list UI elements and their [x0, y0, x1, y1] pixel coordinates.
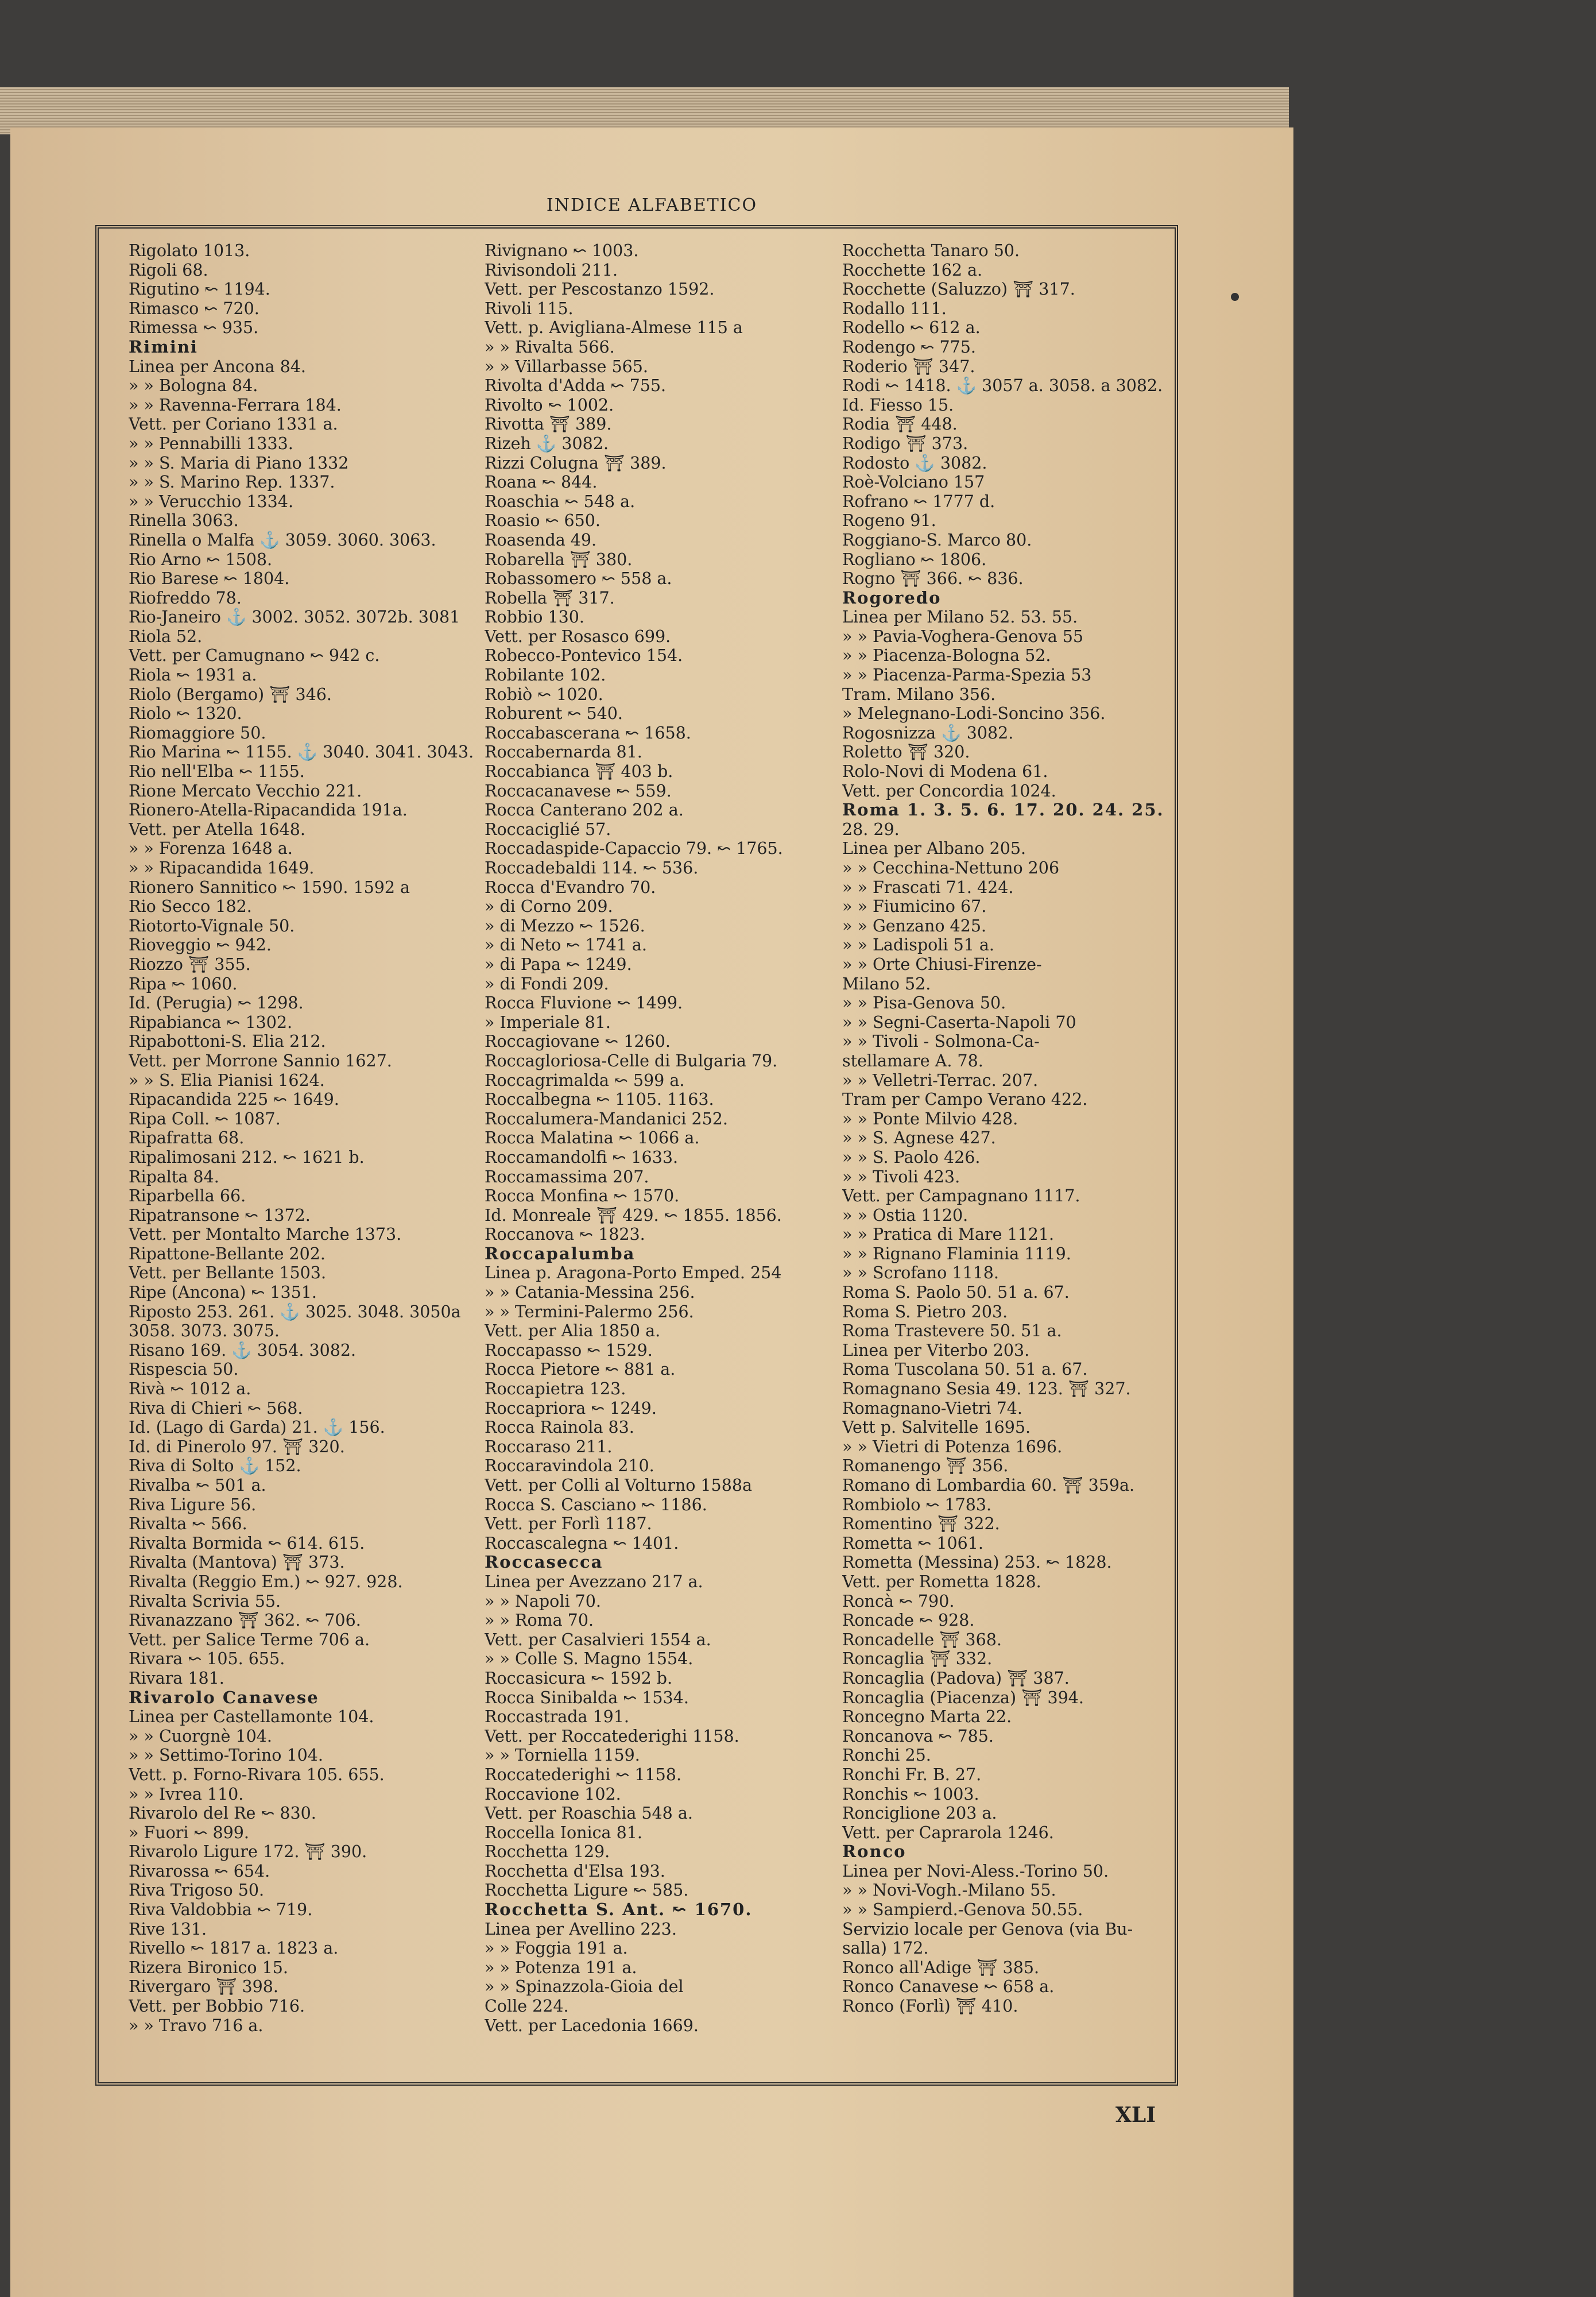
- index-entry: Rivisondoli 211.: [485, 260, 618, 280]
- index-entry: Vett. per Colli al Volturno 1588a: [485, 1476, 752, 1495]
- index-entry: » » Tivoli 423.: [842, 1167, 960, 1186]
- index-entry: Rocchetta Tanaro 50.: [842, 241, 1020, 260]
- index-entry: Rodosto ⚓ 3082.: [842, 453, 987, 473]
- index-entry: Rinella o Malfa ⚓ 3059. 3060. 3063.: [129, 530, 436, 550]
- index-entry: Romano di Lombardia 60. ⛩ 359a.: [842, 1476, 1135, 1495]
- index-entry: Rio Marina ↜ 1155. ⚓ 3040. 3041. 3043.: [129, 743, 474, 762]
- index-entry: Roccella Ionica 81.: [485, 1823, 642, 1842]
- index-entry: » » Ivrea 110.: [129, 1784, 244, 1804]
- index-entry: Rio Secco 182.: [129, 897, 252, 917]
- index-entry: Riposto 253. 261. ⚓ 3025. 3048. 3050a: [129, 1302, 461, 1321]
- index-entry: Vett. per Atella 1648.: [129, 819, 305, 839]
- index-entry: Rivalta ↜ 566.: [129, 1514, 247, 1534]
- index-entry: Rivalba ↜ 501 a.: [129, 1476, 266, 1495]
- index-column-2: [485, 241, 835, 2035]
- index-entry: Rive 131.: [129, 1919, 207, 1939]
- index-entry: Roccabianca ⛩ 403 b.: [485, 762, 673, 782]
- index-entry: Robarella ⛩ 380.: [485, 550, 633, 569]
- index-entry: Vett. per Rometta 1828.: [842, 1572, 1041, 1591]
- index-entry: Roccapasso ↜ 1529.: [485, 1340, 653, 1360]
- index-entry: Vett. per Coriano 1331 a.: [129, 415, 338, 434]
- index-entry: Rogno ⛩ 366. ↜ 836.: [842, 569, 1024, 589]
- index-entry: Roggiano-S. Marco 80.: [842, 530, 1032, 550]
- index-entry: Roccagrimalda ↜ 599 a.: [485, 1070, 685, 1090]
- index-entry: Roncegno Marta 22.: [842, 1707, 1012, 1727]
- index-entry: Rionero-Atella-Ripacandida 191a.: [129, 801, 408, 820]
- index-entry: » » Segni-Caserta-Napoli 70: [842, 1012, 1076, 1032]
- index-entry: » » Rignano Flaminia 1119.: [842, 1244, 1071, 1263]
- index-entry: » » Pennabilli 1333.: [129, 434, 293, 453]
- index-entry: Vett. per Roaschia 548 a.: [485, 1804, 693, 1823]
- index-entry: » » Orte Chiusi-Firenze-: [842, 954, 1042, 974]
- index-entry: Vett. per Forlì 1187.: [485, 1514, 652, 1534]
- index-entry: Riozzo ⛩ 355.: [129, 954, 251, 974]
- index-entry: Rocchette 162 a.: [842, 260, 983, 280]
- index-entry: Rodello ↜ 612 a.: [842, 318, 981, 338]
- index-entry: Roma S. Paolo 50. 51 a. 67.: [842, 1283, 1070, 1302]
- index-entry: Linea per Viterbo 203.: [842, 1340, 1030, 1360]
- index-entry: Vett. per Casalvieri 1554 a.: [485, 1630, 711, 1649]
- index-entry: » di Neto ↜ 1741 a.: [485, 935, 647, 955]
- index-entry: Roccanova ↜ 1823.: [485, 1225, 645, 1244]
- index-entry: » » Foggia 191 a.: [485, 1939, 628, 1958]
- index-entry: Roaschia ↜ 548 a.: [485, 492, 636, 511]
- index-entry: stellamare A. 78.: [842, 1051, 983, 1070]
- index-entry: Rocca Monfina ↜ 1570.: [485, 1186, 680, 1206]
- index-entry: Rivara ↜ 105. 655.: [129, 1649, 285, 1669]
- index-entry: Ronchi Fr. B. 27.: [842, 1765, 982, 1784]
- index-entry: Tram. Milano 356.: [842, 685, 996, 704]
- index-entry: Ronco all'Adige ⛩ 385.: [842, 1958, 1040, 1977]
- index-entry: Vett. per Morrone Sannio 1627.: [129, 1051, 392, 1070]
- index-entry: Rocca Canterano 202 a.: [485, 801, 684, 820]
- index-entry: Riolo ↜ 1320.: [129, 704, 242, 724]
- index-entry: » » Spinazzola-Gioia del: [485, 1977, 684, 1997]
- index-entry: Rogosnizza ⚓ 3082.: [842, 723, 1014, 743]
- index-entry: Ripatransone ↜ 1372.: [129, 1205, 311, 1225]
- index-entry: salla) 172.: [842, 1939, 929, 1958]
- index-entry: Ripafratta 68.: [129, 1128, 245, 1148]
- index-entry: Roccatederighi ↜ 1158.: [485, 1765, 682, 1784]
- index-entry: » » Villarbasse 565.: [485, 357, 648, 376]
- index-entry: Ripalta 84.: [129, 1167, 219, 1186]
- index-entry: Linea per Ancona 84.: [129, 357, 306, 376]
- index-entry: Roncade ↜ 928.: [842, 1611, 975, 1630]
- index-entry: » » Tivoli - Solmona-Ca-: [842, 1032, 1040, 1051]
- index-entry: Roccasicura ↜ 1592 b.: [485, 1668, 673, 1688]
- index-entry: Roncaglia (Padova) ⛩ 387.: [842, 1668, 1070, 1688]
- index-entry: Rizzi Colugna ⛩ 389.: [485, 453, 667, 473]
- index-entry: Roncadelle ⛩ 368.: [842, 1630, 1002, 1649]
- index-entry: Robecco-Pontevico 154.: [485, 646, 683, 666]
- index-entry: Rodallo 111.: [842, 299, 947, 318]
- index-entry: Rivalta Scrivia 55.: [129, 1591, 281, 1611]
- index-entry: » » S. Elia Pianisi 1624.: [129, 1070, 325, 1090]
- index-entry: Colle 224.: [485, 1997, 569, 2016]
- index-entry: » » Torniella 1159.: [485, 1746, 640, 1765]
- index-entry: Rigutino ↜ 1194.: [129, 280, 270, 299]
- index-entry: » » Verucchio 1334.: [129, 492, 294, 511]
- index-entry: Roccagloriosa-Celle di Bulgaria 79.: [485, 1051, 778, 1070]
- index-entry: Rivara 181.: [129, 1668, 224, 1688]
- index-entry: Rogliano ↜ 1806.: [842, 550, 987, 569]
- running-header: INDICE ALFABETICO: [546, 195, 758, 215]
- index-entry: 3058. 3073. 3075.: [129, 1321, 280, 1341]
- index-entry: Rocchetta Ligure ↜ 585.: [485, 1881, 689, 1900]
- index-entry: Rivà ↜ 1012 a.: [129, 1379, 251, 1399]
- page-number: XLI: [1115, 2103, 1156, 2127]
- index-entry: Rolo-Novi di Modena 61.: [842, 762, 1048, 782]
- index-entry: » » Pavia-Voghera-Genova 55: [842, 627, 1084, 646]
- index-entry: Robella ⛩ 317.: [485, 588, 615, 608]
- index-entry: Rombiolo ↜ 1783.: [842, 1495, 992, 1514]
- index-entry: Ronco Canavese ↜ 658 a.: [842, 1977, 1055, 1997]
- index-entry: Vett. per Caprarola 1246.: [842, 1823, 1054, 1842]
- index-entry: Rinella 3063.: [129, 511, 239, 531]
- index-entry: » » Napoli 70.: [485, 1591, 601, 1611]
- index-entry: Risano 169. ⚓ 3054. 3082.: [129, 1340, 357, 1360]
- index-entry: Linea per Avellino 223.: [485, 1919, 677, 1939]
- index-entry: Roccastrada 191.: [485, 1707, 629, 1727]
- index-entry: Roccabascerana ↜ 1658.: [485, 723, 691, 743]
- index-entry: Romagnano-Vietri 74.: [842, 1398, 1022, 1418]
- index-entry: Rionero Sannitico ↜ 1590. 1592 a: [129, 877, 410, 897]
- index-entry: Riotorto-Vignale 50.: [129, 916, 295, 935]
- index-entry: Rocca Pietore ↜ 881 a.: [485, 1360, 676, 1379]
- index-entry: Roma Tuscolana 50. 51 a. 67.: [842, 1360, 1088, 1379]
- index-entry: Id. (Perugia) ↜ 1298.: [129, 993, 304, 1013]
- index-entry: Rivolta d'Adda ↜ 755.: [485, 376, 667, 396]
- index-entry: Rimasco ↜ 720.: [129, 299, 259, 318]
- index-entry: Rocca Malatina ↜ 1066 a.: [485, 1128, 700, 1148]
- index-entry: Rione Mercato Vecchio 221.: [129, 781, 362, 801]
- index-entry: Vett. per Salice Terme 706 a.: [129, 1630, 370, 1649]
- index-entry: Tram per Campo Verano 422.: [842, 1090, 1088, 1109]
- index-entry: Ronco (Forlì) ⛩ 410.: [842, 1997, 1018, 2016]
- ink-dot: [1231, 293, 1239, 301]
- index-heading: Ronco: [842, 1842, 907, 1862]
- index-entry: » » Cecchina-Nettuno 206: [842, 859, 1060, 877]
- index-entry: Rivotta ⛩ 389.: [485, 415, 612, 434]
- index-entry: Riofreddo 78.: [129, 588, 242, 608]
- index-entry: Rivalta Bormida ↜ 614. 615.: [129, 1533, 365, 1553]
- index-entry: Riva Ligure 56.: [129, 1495, 257, 1514]
- index-entry: Linea per Novi-Aless.-Torino 50.: [842, 1861, 1109, 1881]
- index-entry: » » Forenza 1648 a.: [129, 839, 293, 859]
- index-entry: » di Fondi 209.: [485, 974, 609, 993]
- index-entry: Rometta (Messina) 253. ↜ 1828.: [842, 1553, 1112, 1572]
- index-entry: Rispescia 50.: [129, 1360, 239, 1379]
- index-entry: Riparbella 66.: [129, 1186, 246, 1206]
- index-entry: » » Ravenna-Ferrara 184.: [129, 395, 342, 415]
- index-entry: Rizeh ⚓ 3082.: [485, 434, 609, 453]
- index-entry: » » Ripacandida 1649.: [129, 859, 315, 877]
- index-heading: Roccapalumba: [485, 1244, 636, 1263]
- index-entry: Linea per Albano 205.: [842, 839, 1026, 859]
- index-entry: Roccalumera-Mandanici 252.: [485, 1109, 728, 1128]
- index-entry: Ripa ↜ 1060.: [129, 974, 238, 993]
- index-entry: » di Mezzo ↜ 1526.: [485, 916, 645, 935]
- index-entry: Roccagiovane ↜ 1260.: [485, 1032, 671, 1051]
- index-entry: Rocca d'Evandro 70.: [485, 877, 656, 897]
- index-entry: » » Fiumicino 67.: [842, 897, 987, 917]
- index-entry: Ripalimosani 212. ↜ 1621 b.: [129, 1147, 365, 1167]
- index-entry: Rodia ⛩ 448.: [842, 415, 958, 434]
- index-entry: Riva Valdobbia ↜ 719.: [129, 1900, 313, 1920]
- index-entry: » » S. Paolo 426.: [842, 1147, 981, 1167]
- index-entry: Id. di Pinerolo 97. ⛩ 320.: [129, 1437, 345, 1456]
- index-entry: Rioveggio ↜ 942.: [129, 935, 272, 955]
- index-entry: Roncà ↜ 790.: [842, 1591, 955, 1611]
- index-entry: Rivello ↜ 1817 a. 1823 a.: [129, 1939, 339, 1958]
- index-entry: Rio Arno ↜ 1508.: [129, 550, 273, 569]
- index-entry: Vett. per Montalto Marche 1373.: [129, 1225, 402, 1244]
- index-entry: Vett. per Camugnano ↜ 942 c.: [129, 646, 380, 666]
- index-entry: Vett. p. Avigliana-Almese 115 a: [485, 318, 743, 338]
- index-entry: Roccaciglié 57.: [485, 819, 611, 839]
- index-entry: Linea per Castellamonte 104.: [129, 1707, 374, 1727]
- index-entry: Vett. per Lacedonia 1669.: [485, 2016, 699, 2035]
- index-entry: Roasenda 49.: [485, 530, 597, 550]
- index-entry: Rocca Fluvione ↜ 1499.: [485, 993, 683, 1013]
- index-entry: Rofrano ↜ 1777 d.: [842, 492, 995, 511]
- index-entry: Riola 52.: [129, 627, 203, 646]
- index-entry: Servizio locale per Genova (via Bu-: [842, 1919, 1133, 1939]
- index-entry: Roncanova ↜ 785.: [842, 1726, 994, 1746]
- index-entry: Roncaglia ⛩ 332.: [842, 1649, 993, 1669]
- index-entry: Rocchetta d'Elsa 193.: [485, 1861, 665, 1881]
- index-entry: Roccascalegna ↜ 1401.: [485, 1533, 679, 1553]
- index-entry: Rodengo ↜ 775.: [842, 337, 976, 357]
- index-entry: Rigoli 68.: [129, 260, 208, 280]
- index-entry: Ripabianca ↜ 1302.: [129, 1012, 293, 1032]
- index-entry: Vett. per Pescostanzo 1592.: [485, 280, 715, 299]
- index-entry: » » Cuorgnè 104.: [129, 1726, 272, 1746]
- index-entry: Milano 52.: [842, 974, 931, 993]
- index-entry: Rodigo ⛩ 373.: [842, 434, 969, 453]
- index-entry: Roletto ⛩ 320.: [842, 743, 970, 762]
- index-entry: Vett. per Alia 1850 a.: [485, 1321, 661, 1341]
- index-entry: Roè-Volciano 157: [842, 473, 985, 492]
- index-entry: » » Vietri di Potenza 1696.: [842, 1437, 1063, 1456]
- index-heading: Roma 1. 3. 5. 6. 17. 20. 24. 25.: [842, 801, 1164, 820]
- index-entry: Roma S. Pietro 203.: [842, 1302, 1008, 1321]
- index-entry: Roccaraso 211.: [485, 1437, 613, 1456]
- index-entry: Vett. per Bellante 1503.: [129, 1263, 327, 1283]
- index-entry: Roccadaspide-Capaccio 79. ↜ 1765.: [485, 839, 783, 859]
- index-entry: Riolo (Bergamo) ⛩ 346.: [129, 685, 332, 704]
- index-entry: Linea p. Aragona-Porto Emped. 254: [485, 1263, 782, 1283]
- index-entry: » » Sampierd.-Genova 50.55.: [842, 1900, 1083, 1920]
- index-entry: Romagnano Sesia 49. 123. ⛩ 327.: [842, 1379, 1131, 1399]
- index-entry: Riva di Solto ⚓ 152.: [129, 1456, 301, 1476]
- index-entry: 28. 29.: [842, 819, 900, 839]
- index-entry: Robiò ↜ 1020.: [485, 685, 603, 704]
- index-entry: Ronchi 25.: [842, 1746, 931, 1765]
- index-entry: » » S. Marino Rep. 1337.: [129, 473, 335, 492]
- index-entry: » Imperiale 81.: [485, 1012, 611, 1032]
- index-entry: Rivoli 115.: [485, 299, 574, 318]
- index-entry: Vett. per Roccatederighi 1158.: [485, 1726, 739, 1746]
- index-column-1: [129, 241, 479, 2035]
- index-entry: » » Ostia 1120.: [842, 1205, 969, 1225]
- index-entry: » » Travo 716 a.: [129, 2016, 264, 2035]
- index-entry: » Fuori ↜ 899.: [129, 1823, 249, 1842]
- index-frame: [95, 225, 1178, 2086]
- index-entry: Rivanazzano ⛩ 362. ↜ 706.: [129, 1611, 361, 1630]
- index-entry: » » Potenza 191 a.: [485, 1958, 637, 1977]
- index-entry: » » Pisa-Genova 50.: [842, 993, 1006, 1013]
- index-entry: Roccapietra 123.: [485, 1379, 626, 1399]
- index-heading: Rivarolo Canavese: [129, 1688, 319, 1707]
- index-entry: Ripa Coll. ↜ 1087.: [129, 1109, 281, 1128]
- index-entry: » » Scrofano 1118.: [842, 1263, 999, 1283]
- index-entry: » di Papa ↜ 1249.: [485, 954, 632, 974]
- index-entry: » » Roma 70.: [485, 1611, 594, 1630]
- index-entry: Rivalta (Mantova) ⛩ 373.: [129, 1553, 345, 1572]
- index-entry: Linea per Avezzano 217 a.: [485, 1572, 703, 1591]
- index-entry: Romanengo ⛩ 356.: [842, 1456, 1009, 1476]
- index-entry: Roccamassima 207.: [485, 1167, 649, 1186]
- index-entry: Rizera Bironico 15.: [129, 1958, 288, 1977]
- index-entry: Roccadebaldi 114. ↜ 536.: [485, 859, 699, 877]
- index-entry: Vett. per Bobbio 716.: [129, 1997, 305, 2016]
- index-entry: Rimessa ↜ 935.: [129, 318, 259, 338]
- index-entry: » » Bologna 84.: [129, 376, 258, 396]
- book-page: [10, 127, 1293, 2297]
- index-entry: Id. Fiesso 15.: [842, 395, 954, 415]
- index-entry: Ronciglione 203 a.: [842, 1804, 997, 1823]
- index-entry: » di Corno 209.: [485, 897, 613, 917]
- index-entry: Riomaggiore 50.: [129, 723, 266, 743]
- index-entry: Ripe (Ancona) ↜ 1351.: [129, 1283, 317, 1302]
- index-entry: Rivolto ↜ 1002.: [485, 395, 614, 415]
- index-entry: Vett. per Concordia 1024.: [842, 781, 1056, 801]
- index-entry: Id. (Lago di Garda) 21. ⚓ 156.: [129, 1418, 385, 1437]
- index-entry: Roburent ↜ 540.: [485, 704, 623, 724]
- index-entry: Robassomero ↜ 558 a.: [485, 569, 672, 589]
- index-entry: Rocchette (Saluzzo) ⛩ 317.: [842, 280, 1075, 299]
- index-heading: Rogoredo: [842, 588, 942, 608]
- index-entry: Robbio 130.: [485, 608, 584, 627]
- index-entry: Rio Barese ↜ 1804.: [129, 569, 290, 589]
- index-entry: Roccacanavese ↜ 559.: [485, 781, 672, 801]
- index-entry: Riola ↜ 1931 a.: [129, 666, 257, 685]
- index-entry: Vett. p. Forno-Rivara 105. 655.: [129, 1765, 385, 1784]
- index-entry: Roccapriora ↜ 1249.: [485, 1398, 657, 1418]
- index-entry: Rocca Sinibalda ↜ 1534.: [485, 1688, 689, 1707]
- index-entry: Rometta ↜ 1061.: [842, 1533, 983, 1553]
- index-entry: » » Colle S. Magno 1554.: [485, 1649, 694, 1669]
- index-entry: Rivalta (Reggio Em.) ↜ 927. 928.: [129, 1572, 403, 1591]
- index-entry: Roana ↜ 844.: [485, 473, 598, 492]
- index-entry: Roccavione 102.: [485, 1784, 621, 1804]
- index-entry: » » Piacenza-Parma-Spezia 53: [842, 666, 1092, 685]
- index-entry: Vett. per Campagnano 1117.: [842, 1186, 1080, 1206]
- index-entry: » » Rivalta 566.: [485, 337, 615, 357]
- index-entry: Rocchetta 129.: [485, 1842, 610, 1862]
- index-entry: Roderio ⛩ 347.: [842, 357, 975, 376]
- index-entry: Rogeno 91.: [842, 511, 936, 531]
- index-entry: Vett. per Rosasco 699.: [485, 627, 671, 646]
- index-entry: » » Catania-Messina 256.: [485, 1283, 695, 1302]
- index-entry: Robilante 102.: [485, 666, 606, 685]
- index-entry: Roccamandolfi ↜ 1633.: [485, 1147, 679, 1167]
- index-entry: Rio-Janeiro ⚓ 3002. 3052. 3072b. 3081: [129, 608, 460, 627]
- index-entry: » » Frascati 71. 424.: [842, 877, 1014, 897]
- index-entry: Vett p. Salvitelle 1695.: [842, 1418, 1031, 1437]
- index-entry: » » Ponte Milvio 428.: [842, 1109, 1018, 1128]
- index-entry: Riva di Chieri ↜ 568.: [129, 1398, 303, 1418]
- index-heading: Roccasecca: [485, 1553, 603, 1572]
- index-heading: Rocchetta S. Ant. ↜ 1670.: [485, 1900, 753, 1920]
- index-entry: » » Piacenza-Bologna 52.: [842, 646, 1051, 666]
- index-entry: Rivarolo del Re ↜ 830.: [129, 1804, 316, 1823]
- index-entry: » » Settimo-Torino 104.: [129, 1746, 323, 1765]
- index-entry: » » Velletri-Terrac. 207.: [842, 1070, 1039, 1090]
- index-entry: » » S. Maria di Piano 1332: [129, 453, 349, 473]
- index-entry: Rivarossa ↜ 654.: [129, 1861, 270, 1881]
- index-entry: » Melegnano-Lodi-Soncino 356.: [842, 704, 1106, 724]
- index-entry: Rivergaro ⛩ 398.: [129, 1977, 278, 1997]
- index-entry: Roasio ↜ 650.: [485, 511, 601, 531]
- index-entry: Rocca S. Casciano ↜ 1186.: [485, 1495, 707, 1514]
- index-column-3: [842, 241, 1192, 2016]
- index-entry: » » Genzano 425.: [842, 916, 987, 935]
- index-entry: » » Ladispoli 51 a.: [842, 935, 994, 955]
- index-entry: Rio nell'Elba ↜ 1155.: [129, 762, 305, 782]
- index-entry: Linea per Milano 52. 53. 55.: [842, 608, 1078, 627]
- index-entry: Romentino ⛩ 322.: [842, 1514, 1000, 1534]
- index-entry: Riva Trigoso 50.: [129, 1881, 265, 1900]
- index-entry: Roccaravindola 210.: [485, 1456, 654, 1476]
- index-entry: Id. Monreale ⛩ 429. ↜ 1855. 1856.: [485, 1205, 782, 1225]
- index-entry: » » Pratica di Mare 1121.: [842, 1225, 1055, 1244]
- index-entry: Ripattone-Bellante 202.: [129, 1244, 326, 1263]
- index-entry: » » Novi-Vogh.-Milano 55.: [842, 1881, 1056, 1900]
- index-entry: Ripacandida 225 ↜ 1649.: [129, 1090, 339, 1109]
- index-entry: » » S. Agnese 427.: [842, 1128, 996, 1148]
- index-entry: Ripabottoni-S. Elia 212.: [129, 1032, 326, 1051]
- index-entry: Roncaglia (Piacenza) ⛩ 394.: [842, 1688, 1084, 1707]
- index-entry: » » Termini-Palermo 256.: [485, 1302, 694, 1321]
- index-entry: Rodi ↜ 1418. ⚓ 3057 a. 3058. a 3082.: [842, 376, 1163, 396]
- index-entry: Rivarolo Ligure 172. ⛩ 390.: [129, 1842, 367, 1862]
- index-entry: Rocca Rainola 83.: [485, 1418, 634, 1437]
- index-entry: Roma Trastevere 50. 51 a.: [842, 1321, 1062, 1341]
- index-entry: Roccalbegna ↜ 1105. 1163.: [485, 1090, 714, 1109]
- index-entry: Rivignano ↜ 1003.: [485, 241, 639, 260]
- index-entry: Ronchis ↜ 1003.: [842, 1784, 979, 1804]
- index-entry: Roccabernarda 81.: [485, 743, 642, 762]
- index-entry: Rigolato 1013.: [129, 241, 250, 260]
- index-heading: Rimini: [129, 337, 198, 357]
